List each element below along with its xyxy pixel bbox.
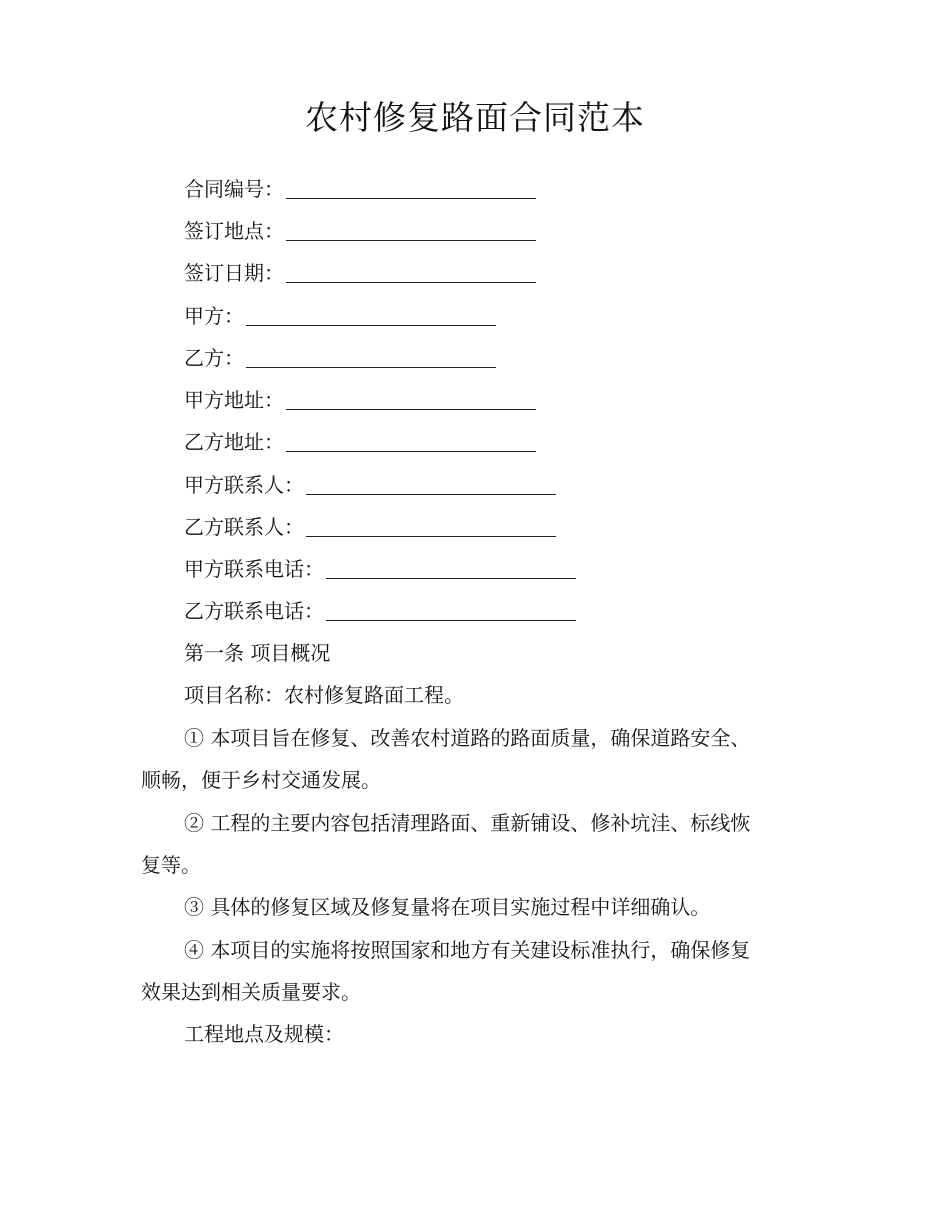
field-party-b-phone <box>184 596 576 626</box>
field-label: 乙方联系人： <box>184 515 304 539</box>
item-1-line-1: ① 本项目旨在修复、改善农村道路的路面质量，确保道路安全、 <box>184 726 751 750</box>
item-3-line-1: ③ 具体的修复区域及修复量将在项目实施过程中详细确认。 <box>184 895 711 919</box>
project-name: 项目名称：农村修复路面工程。 <box>184 683 464 707</box>
blank-line <box>306 474 556 495</box>
field-label: 甲方地址： <box>184 388 284 412</box>
item-2-line-2: 复等。 <box>141 853 201 877</box>
blank-line <box>286 389 536 410</box>
blank-line <box>246 347 496 368</box>
blank-line <box>286 178 536 199</box>
field-label: 甲方： <box>184 304 244 328</box>
item-1-line-2: 顺畅，便于乡村交通发展。 <box>141 768 381 792</box>
blank-line <box>326 600 576 621</box>
blank-line <box>246 305 496 326</box>
location-heading: 工程地点及规模： <box>184 1022 344 1046</box>
document-title: 农村修复路面合同范本 <box>305 98 645 137</box>
item-2-line-1: ② 工程的主要内容包括清理路面、重新铺设、修补坑洼、标线恢 <box>184 811 751 835</box>
field-label: 乙方地址： <box>184 430 284 454</box>
field-signing-place <box>184 216 536 246</box>
field-label: 乙方： <box>184 346 244 370</box>
field-label: 甲方联系人： <box>184 473 304 497</box>
field-label: 合同编号： <box>184 177 284 201</box>
field-contract-number <box>184 174 536 204</box>
field-party-a-address <box>184 385 536 415</box>
field-party-a <box>184 301 496 331</box>
field-party-a-phone <box>184 554 576 584</box>
field-label: 签订日期： <box>184 261 284 285</box>
item-4-line-1: ④ 本项目的实施将按照国家和地方有关建设标准执行，确保修复 <box>184 938 751 962</box>
blank-line <box>286 431 536 452</box>
blank-line <box>306 516 556 537</box>
field-label: 甲方联系电话： <box>184 557 324 581</box>
field-signing-date <box>184 258 536 288</box>
blank-line <box>286 220 536 241</box>
blank-line <box>326 558 576 579</box>
blank-line <box>286 262 536 283</box>
field-party-b-address <box>184 427 536 457</box>
field-party-a-contact <box>184 470 556 500</box>
article-heading: 第一条 项目概况 <box>184 641 331 665</box>
field-label: 乙方联系电话： <box>184 599 324 623</box>
field-label: 签订地点： <box>184 219 284 243</box>
field-party-b <box>184 343 496 373</box>
item-4-line-2: 效果达到相关质量要求。 <box>141 980 361 1004</box>
field-party-b-contact <box>184 512 556 542</box>
